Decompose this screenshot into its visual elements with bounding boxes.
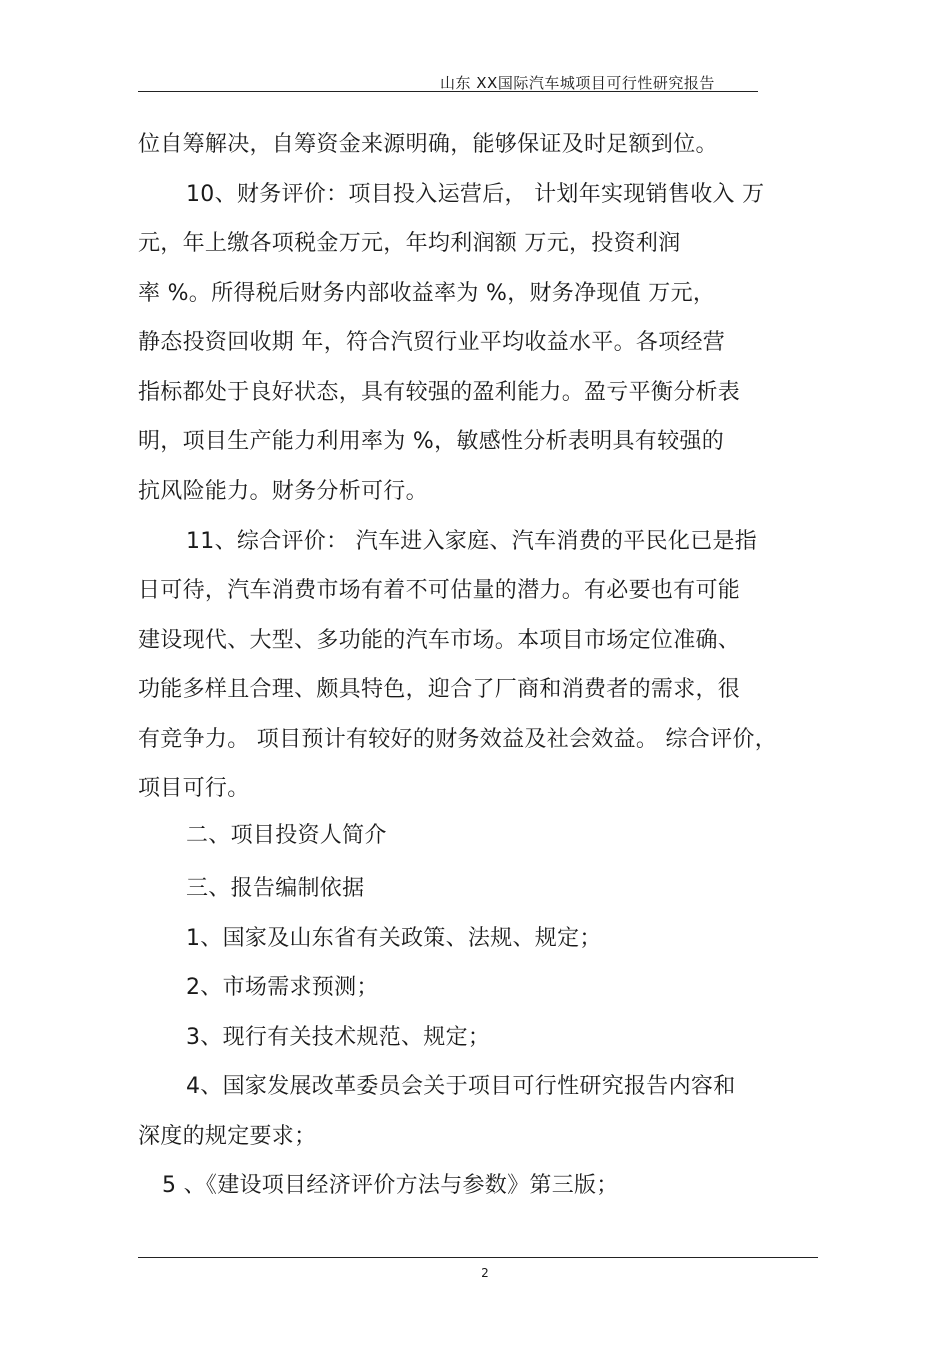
text-line: 指标都处于良好状态，具有较强的盈利能力。盈亏平衡分析表 (138, 380, 741, 405)
text-line: 项目可行。 (138, 776, 250, 801)
text-line: 率 %。所得税后财务内部收益率为 %，财务净现值 万元， (138, 281, 716, 306)
text-line: 抗风险能力。财务分析可行。 (138, 479, 428, 504)
list-item: 3、现行有关技术规范、规定； (186, 1025, 491, 1050)
page-number: 2 (481, 1266, 489, 1280)
footer-rule (138, 1257, 818, 1258)
text-line: 明，项目生产能力利用率为 %，敏感性分析表明具有较强的 (138, 429, 724, 454)
text-line: 11、综合评价： 汽车进入家庭、汽车消费的平民化已是指 (186, 529, 758, 554)
running-header: 山东 XX国际汽车城项目可行性研究报告 (440, 74, 715, 92)
text-line: 位自筹解决，自筹资金来源明确，能够保证及时足额到位。 (138, 132, 718, 157)
text-line: 元，年上缴各项税金万元，年均利润额 万元，投资利润 (138, 231, 681, 256)
list-item: 1、国家及山东省有关政策、法规、规定； (186, 926, 602, 951)
text-line: 日可待，汽车消费市场有着不可估量的潜力。有必要也有可能 (138, 578, 741, 603)
text-line: 深度的规定要求； (138, 1124, 317, 1149)
header-rule (138, 91, 758, 92)
text-line: 功能多样且合理、颇具特色，迎合了厂商和消费者的需求，很 (138, 677, 741, 702)
text-line: 有竞争力。 项目预计有较好的财务效益及社会效益。 综合评价， (138, 727, 777, 752)
list-item: 4、国家发展改革委员会关于项目可行性研究报告内容和 (186, 1074, 736, 1099)
text-line: 建设现代、大型、多功能的汽车市场。本项目市场定位准确、 (138, 628, 741, 653)
list-item: 2、市场需求预测； (186, 975, 379, 1000)
text-line: 10、财务评价：项目投入运营后， 计划年实现销售收入 万 (186, 182, 765, 207)
text-line: 静态投资回收期 年，符合汽贸行业平均收益水平。各项经营 (138, 330, 726, 355)
section-heading: 二、项目投资人简介 (186, 823, 387, 848)
list-item: 5 、《建设项目经济评价方法与参数》第三版； (162, 1173, 619, 1198)
section-heading: 三、报告编制依据 (186, 876, 365, 901)
